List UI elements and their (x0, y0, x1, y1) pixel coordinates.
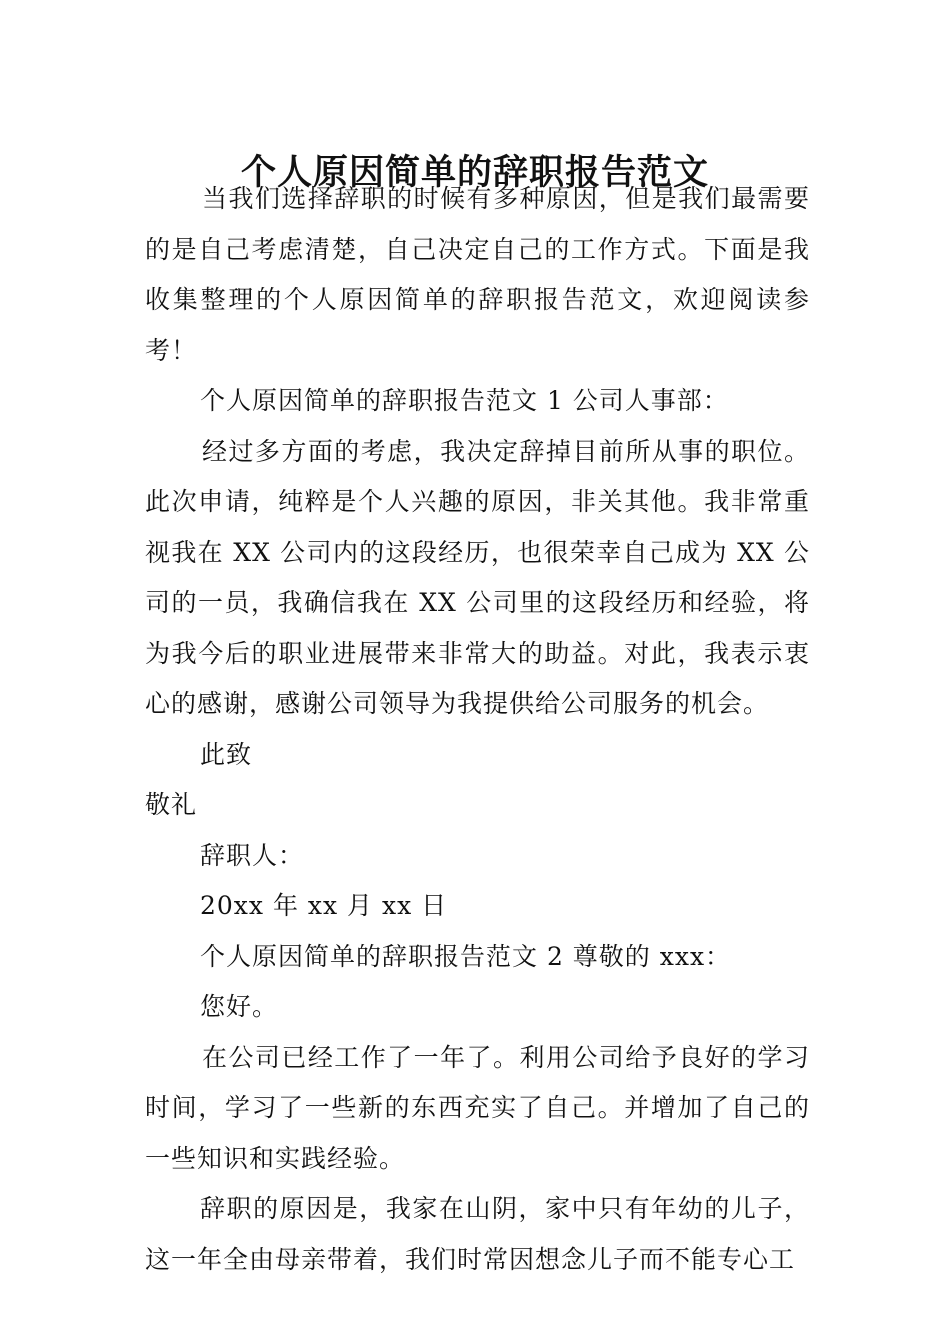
date-line: 20xx 年 xx 月 xx 日 (200, 891, 448, 920)
closing-regards: 敬礼 (145, 790, 198, 819)
sample-2-body-paragraph-1: 在公司已经工作了一年了。利用公司给予良好的学习时间，学习了一些新的东西充实了自己。并增加了自己的一些知识和实践经验。 (145, 1042, 810, 1173)
sample-1-heading: 个人原因简单的辞职报告范文 1 公司人事部： (200, 386, 729, 415)
signature-label: 辞职人： (200, 840, 305, 870)
sample-2-body-paragraph-2: 辞职的原因是，我家在山阴，家中只有年幼的儿子，这一年全由母亲带着，我们时常因想念儿子而不能专心工 (145, 1194, 810, 1274)
closing-salutation: 此致 (200, 739, 253, 769)
sample-1-body-paragraph: 经过多方面的考虑，我决定辞掉目前所从事的职位。此次申请，纯粹是个人兴趣的原因，非关其他。我非常重视我在 XX 公司内的这段经历，也很荣幸自己成为 XX 公司的一员，我确信我在 XX 公司里的这段经历和经验，将为我今后的职业进展带来非常大的助益。对此，我表示衷心的感谢，感谢公司领导为我提供给公司服务的机会。 (145, 436, 810, 718)
document-title: 个人原因简单的辞职报告范文 (240, 153, 709, 194)
greeting-line: 您好。 (200, 992, 279, 1021)
sample-2-heading: 个人原因简单的辞职报告范文 2 尊敬的 xxx： (200, 941, 732, 971)
document-body (145, 174, 810, 1285)
intro-paragraph: 当我们选择辞职的时候有多种原因，但是我们最需要的是自己考虑清楚，自己决定自己的工作方式。下面是我收集整理的个人原因简单的辞职报告范文，欢迎阅读参考！ (145, 184, 810, 365)
